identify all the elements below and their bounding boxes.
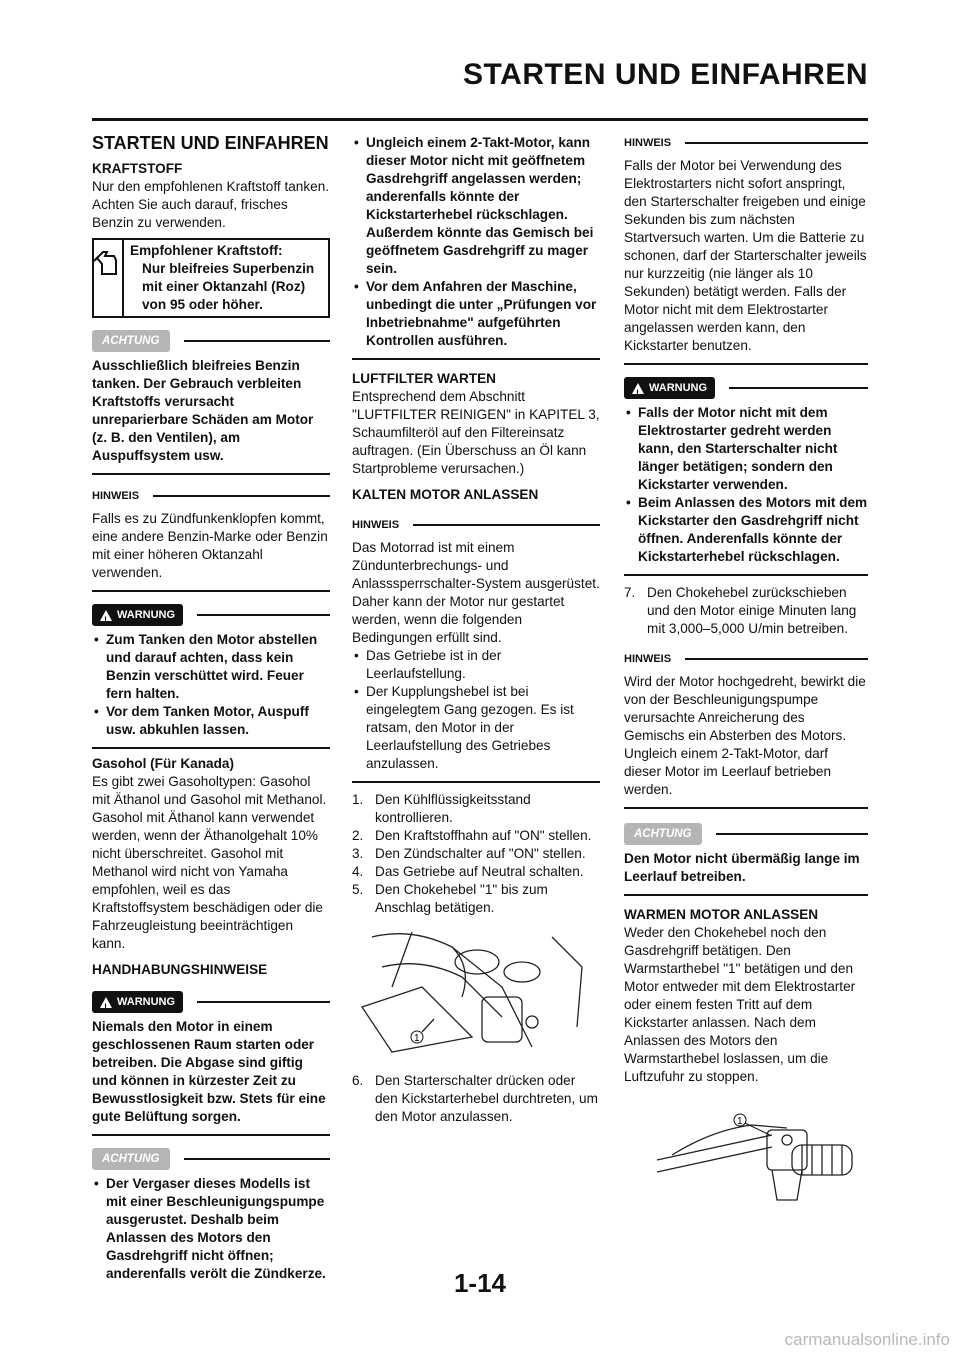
- gasohol-text: Es gibt zwei Gasoholtypen: Gasohol mit Äthanol und Gasohol mit Methanol. Gasohol mit Äthanol kann verwendet werden, wenn der Äthanolgehalt 10% nicht überschreitet. Gasohol mit Methanol wird nicht von Yamaha empfohlen, weil es das Kraftstoffsystem beschädigen oder die Fahrzeugleistung beeinträchtigen kann.: [92, 774, 327, 951]
- step-4: 4. Das Getriebe auf Neutral schalten.: [352, 864, 584, 879]
- warnung-badge: ! WARNUNG: [92, 604, 183, 626]
- step-6: 6. Den Starterschalter drücken oder den Kickstarterhebel durchtreten, um den Motor anzulassen.: [352, 1073, 598, 1124]
- header-rule: [92, 118, 868, 121]
- hinweis-list: [352, 647, 600, 773]
- kalt-heading: KALTEN MOTOR ANLASSEN: [352, 487, 539, 502]
- achtung-badge: ACHTUNG: [92, 330, 170, 352]
- section-title: STARTEN UND EINFAHREN: [92, 133, 329, 153]
- warning-triangle-icon: !: [100, 610, 112, 621]
- column-2: [352, 134, 600, 1126]
- step-3: 3. Den Zündschalter auf "ON" stellen.: [352, 846, 586, 861]
- warning-triangle-icon: !: [100, 997, 112, 1008]
- kraftstoff-heading: KRAFTSTOFF: [92, 161, 183, 176]
- hinweis-label: HINWEIS: [624, 653, 672, 665]
- luftfilter-text: Entsprechend dem Abschnitt "LUFTFILTER REINIGEN" in KAPITEL 3, Schaumfilteröl auf den Filtereinsatz auftragen. (Ein Überschuss an Öl kann Startprobleme verursachen.): [352, 389, 600, 476]
- hinweis-text-2: Wird der Motor hochgedreht, bewirkt die von der Beschleunigungspumpe verursachte Anreicherung des Gemischs ein Absterben des Motors. Ungleich einem 2-Takt-Motor, darf dieser Motor im Leerlauf betrieben werden.: [624, 674, 866, 797]
- achtung-header: [624, 823, 868, 845]
- hinweis-text-1: Falls der Motor bei Verwendung des Elektrostarters nicht sofort anspringt, den Starterschalter freigeben und einige Sekunden bis zum nächsten Startversuch warten. Um die Batterie zu schonen, darf der Starterschalter jeweils nur kurzzeitig (nie länger als 10 Sekunden) betätigt werden. Falls der Motor nicht mit dem Elektrostarter angelassen werden kann, den Kickstarter benutzen.: [624, 158, 867, 353]
- list-item: • Falls der Motor nicht mit dem Elektrostarter gedreht werden kann, den Starterschalter nicht länger betätigen; sondern den Kickstarter verwenden.: [624, 404, 868, 494]
- achtung-header-2: [92, 1148, 330, 1170]
- step-5: 5. Den Chokehebel "1" bis zum Anschlag betätigen.: [352, 882, 548, 915]
- fuel-box-text: Nur bleifreies Superbenzin mit einer Oktanzahl (Roz) von 95 oder höher.: [142, 261, 315, 312]
- handlebar-illustration: [624, 1110, 868, 1215]
- warnung-header: [624, 377, 868, 399]
- warnung-list-1: [92, 631, 330, 739]
- list-item: • Zum Tanken den Motor abstellen und darauf achten, dass kein Benzin verschüttet wird. Feuer fern halten.: [92, 631, 330, 703]
- fuel-recommendation-box: [92, 238, 330, 318]
- achtung-text-1: Ausschließlich bleifreies Benzin tanken. Der Gebrauch verbleiten Kraftstoffs verursacht unreparierbare Schäden am Motor (z. B. den Ventilen), am Auspuffsystem usw.: [92, 358, 314, 463]
- luftfilter-heading: LUFTFILTER WARTEN: [352, 371, 496, 386]
- warnung-badge: ! WARNUNG: [92, 991, 183, 1013]
- achtung-header-1: [92, 330, 330, 352]
- hinweis-header-1: [624, 134, 868, 152]
- warm-text: Weder den Chokehebel noch den Gasdrehgriff betätigen. Den Warmstarthebel "1" betätigen und den Motor entweder mit dem Elektrostarter oder einem festen Tritt auf dem Kickstarter anlassen. Nach dem Anlassen des Motors den Warmstarthebel loslassen, um die Luftzufuhr zu stoppen.: [624, 925, 856, 1084]
- hinweis-header-2: [624, 650, 868, 668]
- hinweis-label: HINWEIS: [352, 519, 400, 531]
- achtung-continued-list: [352, 134, 600, 350]
- column-3: [624, 134, 868, 1225]
- steps-list: [352, 791, 600, 917]
- watermark: carmanualsonline.info: [784, 1330, 950, 1349]
- steps-list: [624, 584, 868, 638]
- warnung-header-1: [92, 604, 330, 626]
- page-header-title: STARTEN UND EINFAHREN: [463, 58, 868, 91]
- achtung-badge: ACHTUNG: [624, 823, 702, 845]
- hinweis-text-1: Falls es zu Zündfunkenklopfen kommt, eine andere Benzin-Marke oder Benzin mit einer höheren Oktanzahl verwenden.: [92, 511, 328, 580]
- hinweis-header-1: [92, 487, 330, 505]
- list-item: • Vor dem Tanken Motor, Auspuff usw. abkuhlen lassen.: [92, 703, 330, 739]
- list-item: • Der Kupplungshebel ist bei eingelegtem Gang gezogen. Es ist ratsam, den Motor in der Leerlaufstellung des Getriebes anzulassen.: [352, 683, 600, 773]
- list-item: • Ungleich einem 2-Takt-Motor, kann dieser Motor nicht mit geöffnetem Gasdrehgriff angelassen werden; anderenfalls könnte der Kickstarterhebel rückschlagen. Außerdem könnte das Gemisch bei geöffnetem Gasdrehgriff zu mager sein.: [352, 134, 600, 278]
- list-item: • Der Vergaser dieses Modells ist mit einer Beschleunigungspumpe ausgerustet. Deshalb beim Anlassen des Motors den Gasdrehgriff nicht öffnen; anderenfalls verölt die Zündkerze.: [92, 1175, 330, 1283]
- handhabung-heading: HANDHABUNGSHINWEISE: [92, 962, 268, 977]
- fuel-pump-icon: [94, 240, 124, 316]
- step-7: 7. Den Chokehebel zurückschieben und den Motor einige Minuten lang mit 3,000–5,000 U/min betreiben.: [624, 585, 857, 636]
- warnung-list: [624, 404, 868, 566]
- illustration-callout: 1: [737, 1116, 743, 1127]
- warnung-badge: ! WARNUNG: [624, 377, 715, 399]
- choke-lever-illustration: [352, 927, 600, 1062]
- illustration-callout: 1: [414, 1033, 420, 1044]
- fuel-box-title: Empfohlener Kraftstoff:: [130, 243, 283, 258]
- page-number: 1-14: [453, 1268, 507, 1298]
- step-1: 1. Den Kühlflüssigkeitsstand kontrollieren.: [352, 792, 531, 825]
- hinweis-header: [352, 516, 600, 534]
- achtung-list-2: [92, 1175, 330, 1283]
- list-item: • Vor dem Anfahren der Maschine, unbedingt die unter „Prüfungen vor Inbetriebnahme" aufgeführten Kontrollen ausführen.: [352, 278, 600, 350]
- achtung-badge: ACHTUNG: [92, 1148, 170, 1170]
- step-2: 2. Den Kraftstoffhahn auf "ON" stellen.: [352, 828, 592, 843]
- steps-list-2: [352, 1072, 600, 1126]
- list-item: • Beim Anlassen des Motors mit dem Kickstarter den Gasdrehgriff nicht öffnen. Anderenfalls könnte der Kickstarterhebel rückschlagen.: [624, 494, 868, 566]
- warnung-text-2: Niemals den Motor in einem geschlossenen Raum starten oder betreiben. Die Abgase sind giftig und können in kürzester Zeit zu Bewusstlosigkeit bzw. Stets für eine gute Belüftung sorgen.: [92, 1019, 326, 1124]
- hinweis-label: HINWEIS: [624, 137, 672, 149]
- kraftstoff-text: Nur den empfohlenen Kraftstoff tanken. Achten Sie auch darauf, frisches Benzin zu verwenden.: [92, 179, 330, 230]
- warnung-header-2: [92, 991, 330, 1013]
- warning-triangle-icon: !: [632, 383, 644, 394]
- achtung-text: Den Motor nicht übermäßig lange im Leerlauf betreiben.: [624, 851, 860, 884]
- hinweis-text: Das Motorrad ist mit einem Zündunterbrechungs- und Anlasssperrschalter-System ausgerüstet. Daher kann der Motor nur gestartet werden, wenn die folgenden Bedingungen erfüllt sind.: [352, 540, 600, 645]
- warm-heading: WARMEN MOTOR ANLASSEN: [624, 907, 819, 922]
- gasohol-heading: Gasohol (Für Kanada): [92, 756, 234, 771]
- column-1: [92, 134, 330, 1283]
- hinweis-label: HINWEIS: [92, 490, 140, 502]
- list-item: • Das Getriebe ist in der Leerlaufstellung.: [352, 647, 600, 683]
